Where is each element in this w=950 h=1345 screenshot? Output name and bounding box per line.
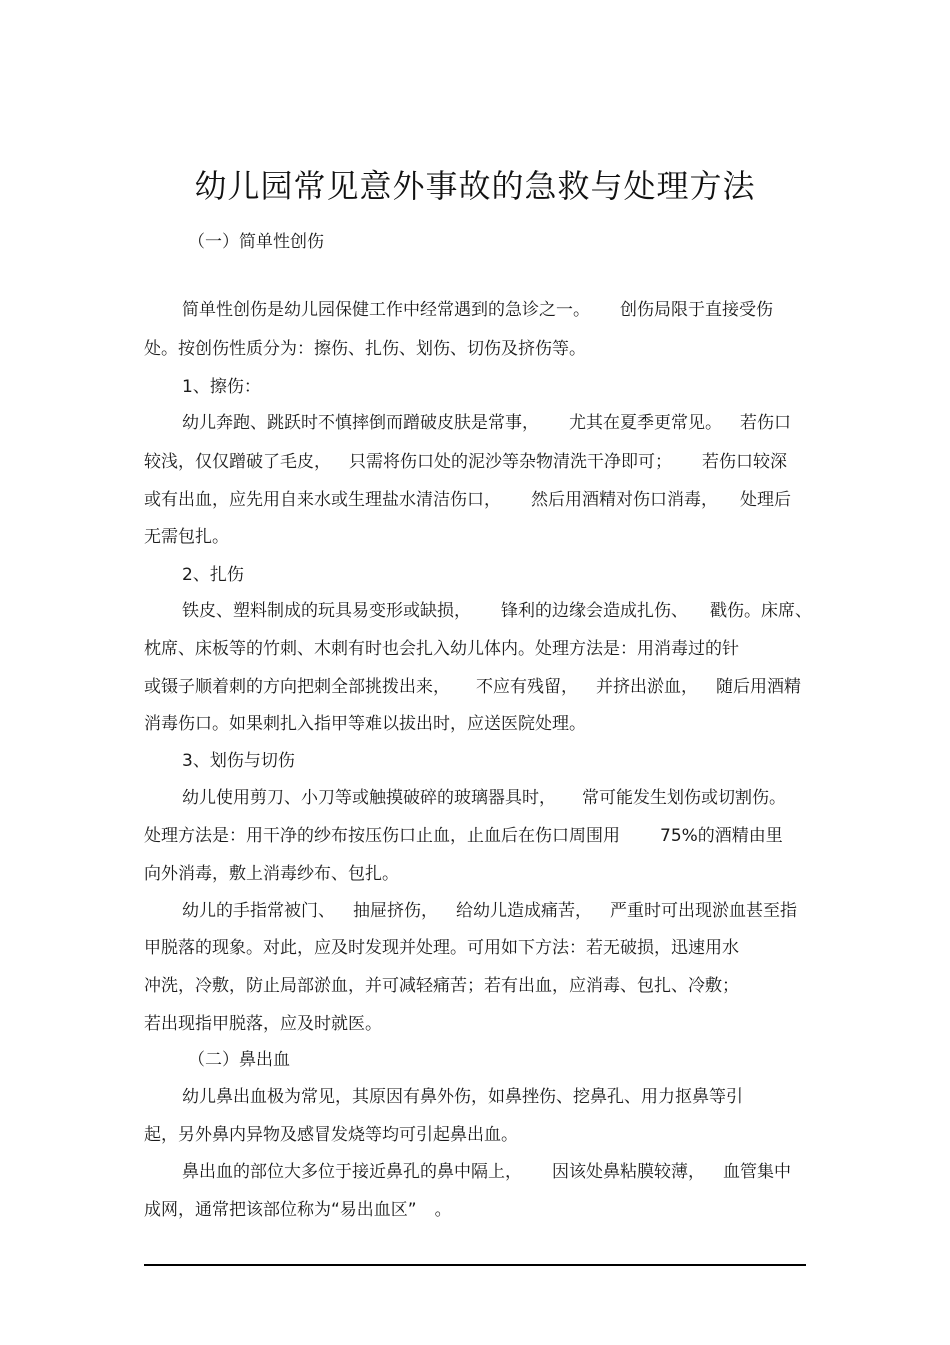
paragraph-line: 铁皮、塑料制成的玩具易变形或缺损， 锋利的边缘会造成扎伤、 戳伤。床席、 — [182, 601, 812, 621]
subheading-abrasion: 1、擦伤： — [182, 377, 261, 397]
paragraph-line: 枕席、床板等的竹刺、木刺有时也会扎入幼儿体内。处理方法是：用消毒过的针 — [144, 639, 739, 659]
paragraph-line: 处理方法是：用干净的纱布按压伤口止血，止血后在伤口周围用 75%的酒精由里 — [144, 826, 783, 846]
paragraph-line: 较浅，仅仅蹭破了毛皮， 只需将伤口处的泥沙等杂物清洗干净即可； 若伤口较深 — [144, 452, 787, 472]
paragraph-line: 简单性创伤是幼儿园保健工作中经常遇到的急诊之一。 创伤局限于直接受伤 — [182, 300, 773, 320]
paragraph-line: 鼻出血的部位大多位于接近鼻孔的鼻中隔上， 因该处鼻粘膜较薄， 血管集中 — [182, 1162, 791, 1182]
paragraph-line: 若出现指甲脱落，应及时就医。 — [144, 1014, 382, 1034]
paragraph-line: 幼儿使用剪刀、小刀等或触摸破碎的玻璃器具时， 常可能发生划伤或切割伤。 — [182, 788, 786, 808]
section-heading-1: （一）简单性创伤 — [188, 232, 324, 252]
paragraph-line: 处。按创伤性质分为：擦伤、扎伤、划伤、切伤及挤伤等。 — [144, 339, 586, 359]
subheading-puncture: 2、扎伤 — [182, 565, 244, 585]
paragraph-line: 消毒伤口。如果刺扎入指甲等难以拔出时，应送医院处理。 — [144, 714, 586, 734]
paragraph-line: 或有出血，应先用自来水或生理盐水清洁伤口， 然后用酒精对伤口消毒， 处理后 — [144, 490, 791, 510]
paragraph-line: 幼儿鼻出血极为常见，其原因有鼻外伤，如鼻挫伤、挖鼻孔、用力抠鼻等引 — [182, 1087, 743, 1107]
paragraph-line: 起，另外鼻内异物及感冒发烧等均可引起鼻出血。 — [144, 1125, 518, 1145]
paragraph-line: 冲洗，冷敷，防止局部淤血，并可减轻痛苦；若有出血，应消毒、包扎、冷敷； — [144, 976, 739, 996]
paragraph-line: 甲脱落的现象。对此，应及时发现并处理。可用如下方法：若无破损，迅速用水 — [144, 938, 739, 958]
paragraph-line: 成网，通常把该部位称为“易出血区” 。 — [144, 1200, 452, 1220]
subheading-cuts: 3、划伤与切伤 — [182, 751, 295, 771]
page-bottom-rule — [144, 1264, 806, 1266]
document-title: 幼儿园常见意外事故的急救与处理方法 — [194, 167, 756, 205]
section-heading-2: （二）鼻出血 — [188, 1050, 290, 1070]
paragraph-line: 向外消毒，敷上消毒纱布、包扎。 — [144, 864, 399, 884]
paragraph-line: 无需包扎。 — [144, 527, 229, 547]
paragraph-line: 幼儿奔跑、跳跃时不慎摔倒而蹭破皮肤是常事， 尤其在夏季更常见。 若伤口 — [182, 413, 791, 433]
paragraph-line: 幼儿的手指常被门、 抽屉挤伤， 给幼儿造成痛苦， 严重时可出现淤血甚至指 — [182, 901, 797, 921]
paragraph-line: 或镊子顺着刺的方向把刺全部挑拨出来， 不应有残留， 并挤出淤血， 随后用酒精 — [144, 677, 801, 697]
